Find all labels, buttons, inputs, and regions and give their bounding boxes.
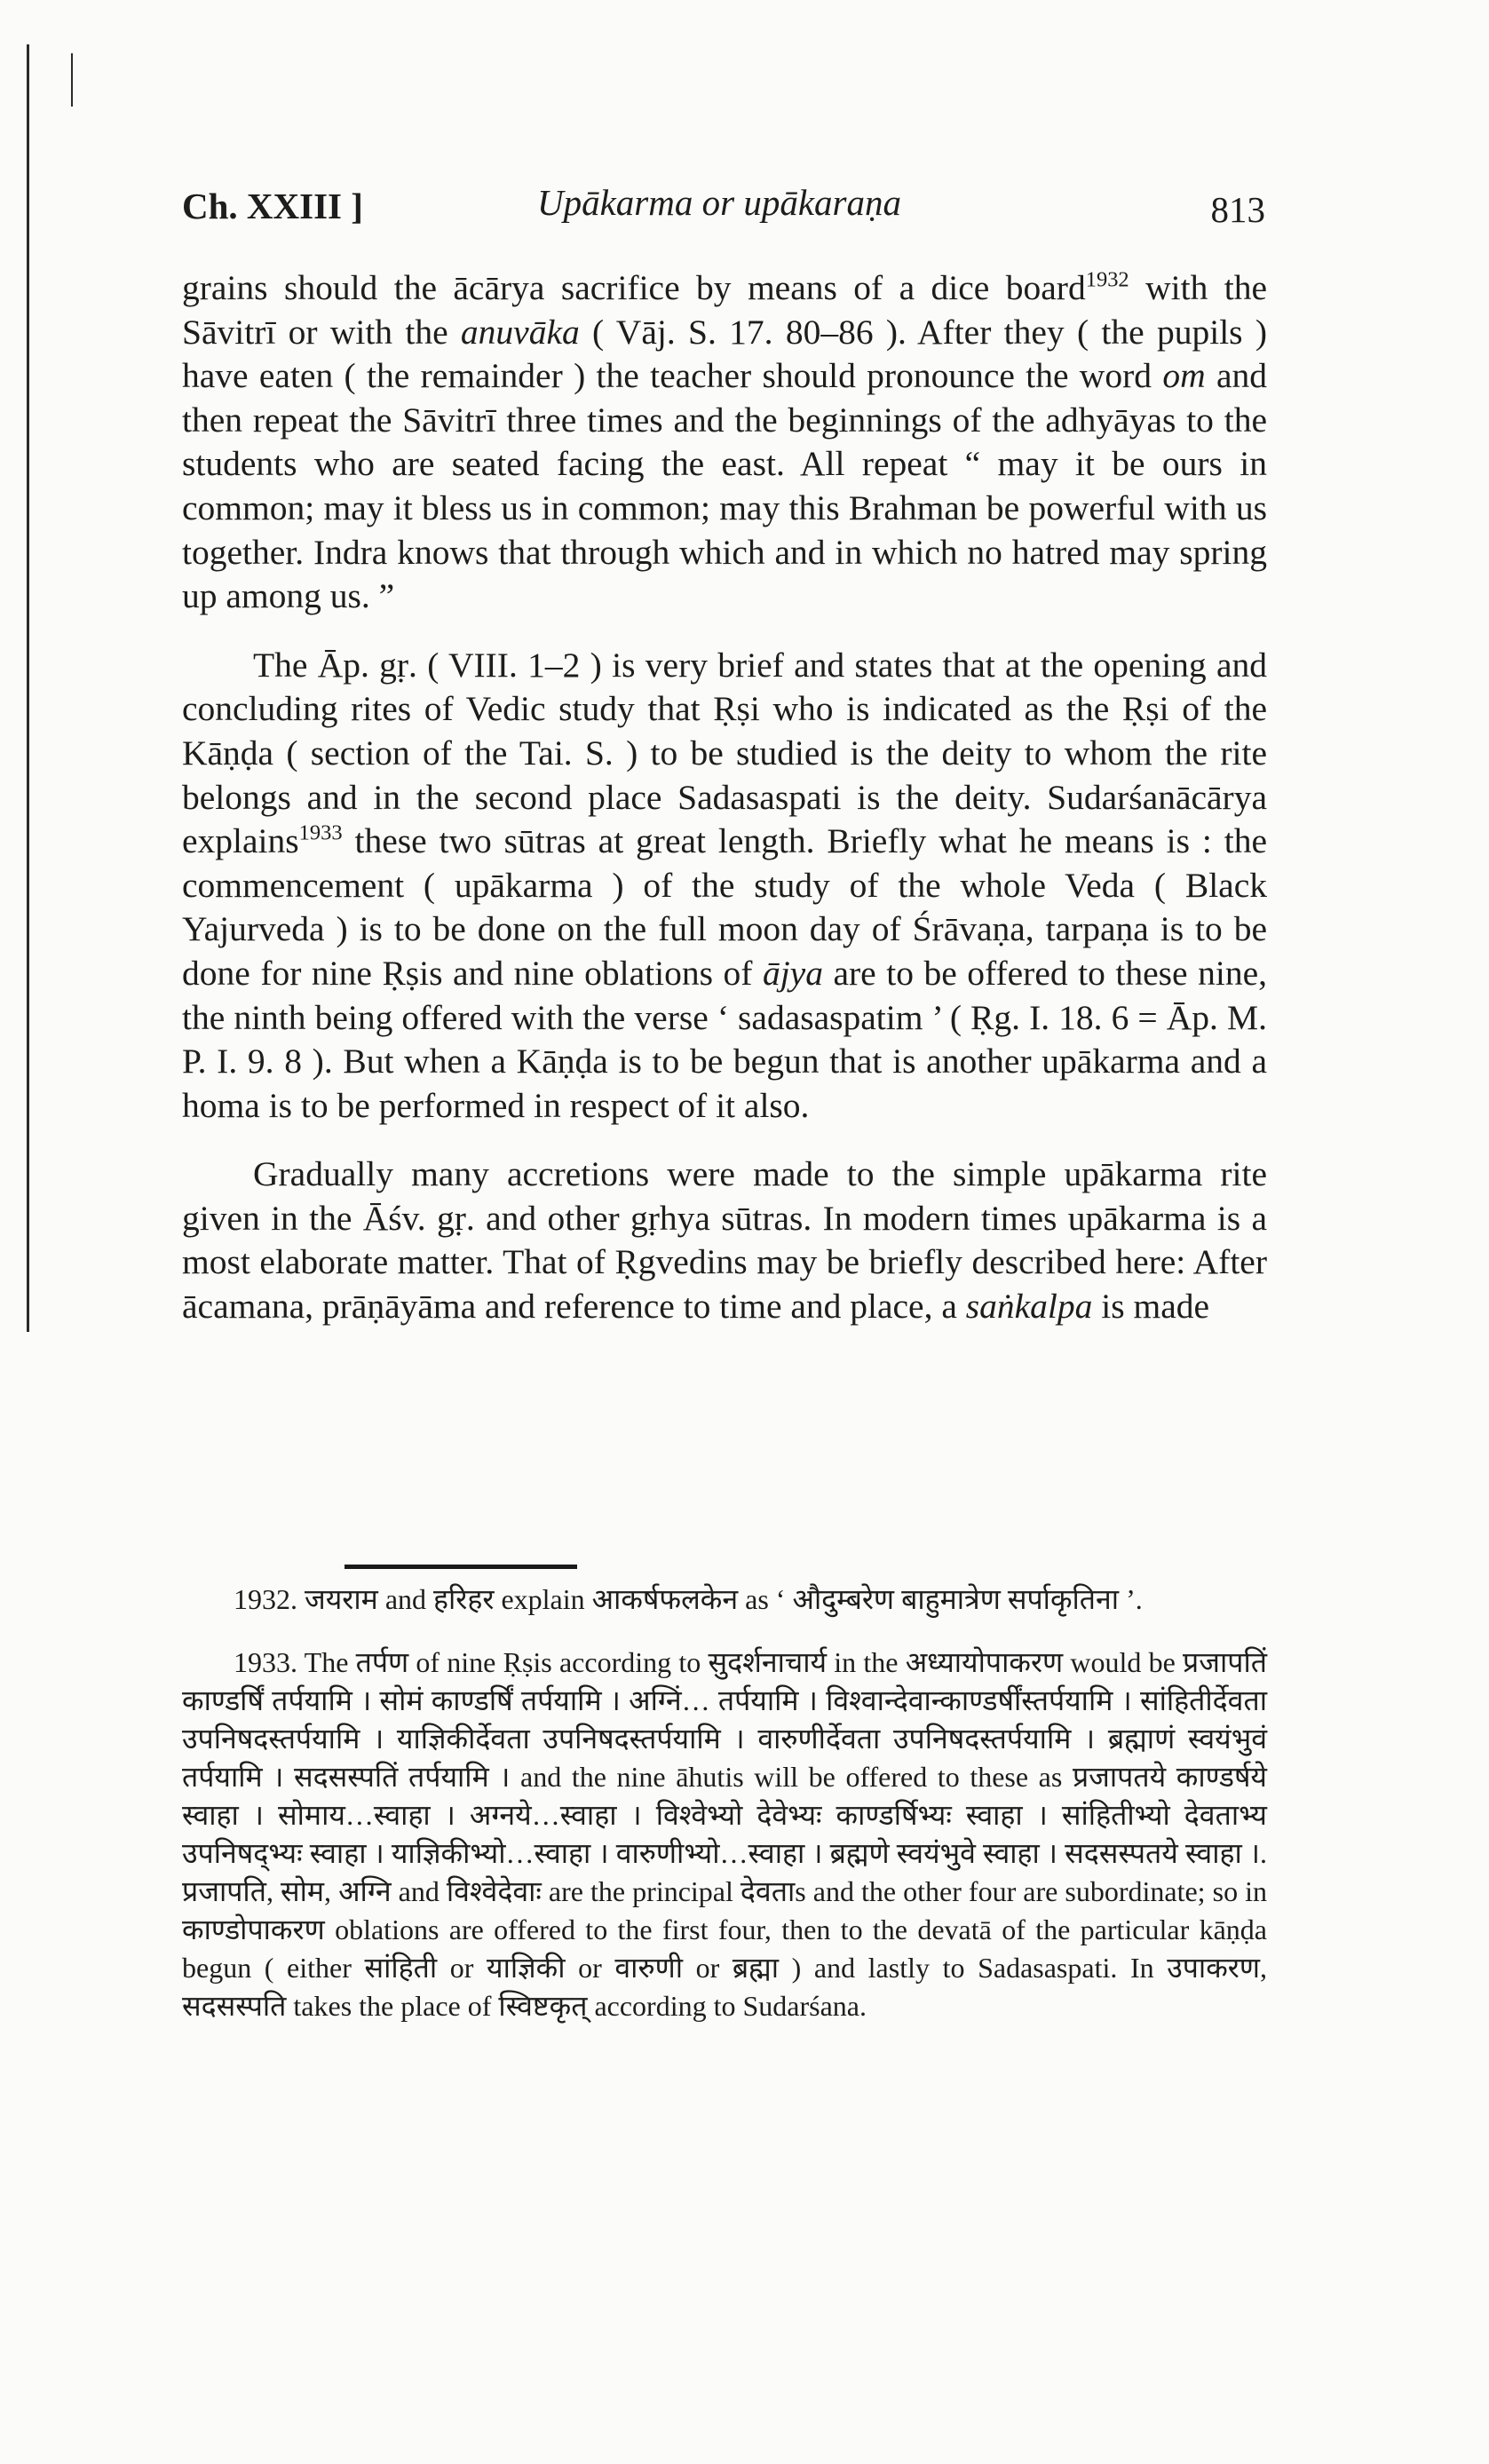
footnote-1932: 1932. जयराम and हरिहर explain आकर्षफलकेन as ‘ औदुम्बरेण बाहुमात्रेण सर्पाकृतिना ’. <box>234 1583 1143 1615</box>
footnote-ref-1933: 1933 <box>298 820 343 845</box>
running-title: Upākarma or upākaraṇa <box>537 182 901 223</box>
main-text <box>182 266 1267 1329</box>
footnote-separator <box>345 1565 577 1569</box>
page-header <box>182 181 1265 234</box>
page-edge-line-inner <box>71 53 73 107</box>
chapter-label: Ch. XXIII ] <box>182 186 363 226</box>
footnotes <box>182 1581 1267 2025</box>
paragraph-1: grains should the ācārya sacrifice by means of a dice board$^{1932}$ with the Sāvitrī or with the anuvāka ( Vāj. S. 17. 80–86 ). After they ( the pupils ) have eaten ( the remainder ) the teacher should pronounce the word om and then repeat the Sāvitrī three times and the beginnings of the adhyāyas to the students who are seated facing the east. All repeat “ may it be ours in common; may it bless us in common; may this Brahman be powerful with us together. Indra knows that through which and in which no hatred may spring up among us. ” <box>182 267 1267 616</box>
page-number: 813 <box>1210 189 1265 230</box>
footnote-ref-1932: 1932 <box>1085 267 1129 292</box>
footnote-1933: 1933. The तर्पण of nine Ṛṣis according to सुदर्शनाचार्य in the अध्यायोपाकरण would be प्रजापतिं काण्डर्षिं तर्पयामि । सोमं काण्डर्षिं तर्पयामि । अग्निं… तर्पयामि । विश्वान्देवान्काण्डर्षींस्तर्पयामि । सांहितीर्देवता उपनिषदस्तर्पयामि । याज्ञिकीर्देवता उपनिषदस्तर्पयामि । वारुणीर्देवता उपनिषदस्तर्पयामि । ब्रह्माणं स्वयंभुवं तर्पयामि । सदसस्पतिं तर्पयामि । and the nine āhutis will be offered to these as प्रजापतये काण्डर्षये स्वाहा । सोमाय…स्वाहा । अग्नये…स्वाहा । विश्वेभ्यो देवेभ्यः काण्डर्षिभ्यः स्वाहा । सांहितीभ्यो देवताभ्य उपनिषद्भ्यः स्वाहा । याज्ञिकीभ्यो…स्वाहा । वारुणीभ्यो…स्वाहा । ब्रह्मणे स्वयंभुवे स्वाहा । सदसस्पतये स्वाहा ।. प्रजापति, सोम, अग्नि and विश्वेदेवाः are the principal देवताs and the other four are subordinate; so in काण्डोपाकरण oblations are offered to the first four, then to the devatā of the particular kāṇḍa begun ( either सांहिती or याज्ञिकी or वारुणी or ब्रह्मा ) and lastly to Sadasaspati. In उपाकरण, सदसस्पति takes the place of स्विष्टकृत् according to Sudarśana. <box>182 1646 1267 2022</box>
paragraph-2: The Āp. gṛ. ( VIII. 1–2 ) is very brief and states that at the opening and concluding rites of Vedic study that Ṛṣi who is indicated as the Ṛṣi of the Kāṇḍa ( section of the Tai. S. ) to be studied is the deity to whom the rite belongs and in the second place Sadasaspati is the deity. Sudarśanācārya explains$^{1933}$ these two sūtras at great length. Briefly what he means is : the commencement ( upākarma ) of the study of the whole Veda ( Black Yajurveda ) is to be done on the full moon day of Śrāvaṇa, tarpaṇa is to be done for nine Ṛṣis and nine oblations of ājya are to be offered to these nine, the ninth being offered with the verse ‘ sadasaspatim ’ ( Ṛg. I. 18. 6 = Āp. M. P. I. 9. 8 ). But when a Kāṇḍa is to be begun that is another upākarma and a homa is to be performed in respect of it also. <box>182 645 1267 1125</box>
paragraph-3: Gradually many accretions were made to the simple upākarma rite given in the Āśv. gṛ. and other gṛhya sūtras. In modern times upākarma is a most elaborate matter. That of Ṛgvedins may be briefly described here: After ācamana, prāṇāyāma and reference to time and place, a saṅkalpa is made <box>182 1154 1267 1327</box>
page-edge-line-left <box>27 44 29 1332</box>
